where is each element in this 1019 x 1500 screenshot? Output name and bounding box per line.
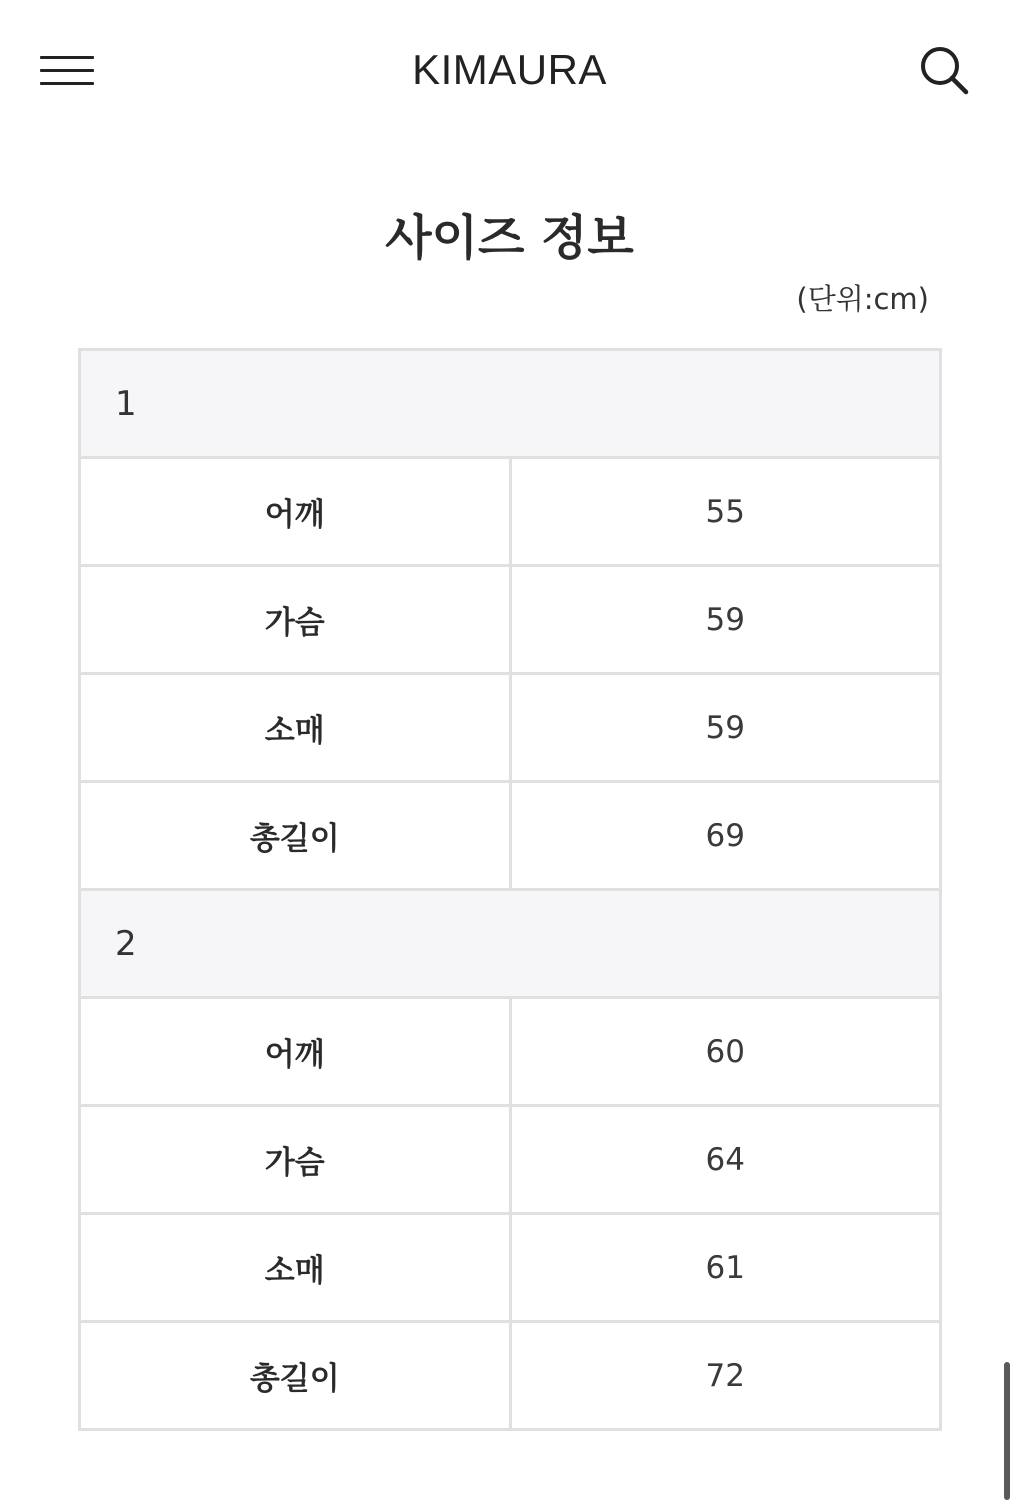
measurement-label: 가슴 [80, 566, 511, 674]
measurement-label: 총길이 [80, 782, 511, 890]
size-group-name: 2 [80, 890, 941, 998]
measurement-label: 가슴 [80, 1106, 511, 1214]
search-icon-svg [916, 42, 972, 98]
table-row [80, 458, 941, 566]
header [0, 0, 1019, 140]
measurement-label: 어깨 [80, 458, 511, 566]
table-row [80, 1322, 941, 1430]
measurement-label: 소매 [80, 1214, 511, 1322]
measurement-value: 60 [510, 998, 941, 1106]
scrollbar[interactable] [1004, 1362, 1010, 1500]
table-row [80, 566, 941, 674]
measurement-label: 어깨 [80, 998, 511, 1106]
size-group-row [80, 350, 941, 458]
page-title: 사이즈 정보 [385, 210, 634, 266]
table-row [80, 1214, 941, 1322]
search-icon[interactable] [916, 42, 972, 98]
size-group-row [80, 890, 941, 998]
measurement-value: 69 [510, 782, 941, 890]
table-row [80, 674, 941, 782]
table-row [80, 782, 941, 890]
measurement-value: 72 [510, 1322, 941, 1430]
measurement-value: 59 [510, 566, 941, 674]
table-row [80, 998, 941, 1106]
unit-label: (단위:cm) [796, 282, 929, 316]
measurement-value: 59 [510, 674, 941, 782]
measurement-label: 소매 [80, 674, 511, 782]
size-table [78, 348, 942, 1431]
size-group-name: 1 [80, 350, 941, 458]
logo[interactable]: KIMAURA [412, 46, 607, 93]
measurement-value: 61 [510, 1214, 941, 1322]
measurement-value: 55 [510, 458, 941, 566]
table-row [80, 1106, 941, 1214]
measurement-value: 64 [510, 1106, 941, 1214]
measurement-label: 총길이 [80, 1322, 511, 1430]
